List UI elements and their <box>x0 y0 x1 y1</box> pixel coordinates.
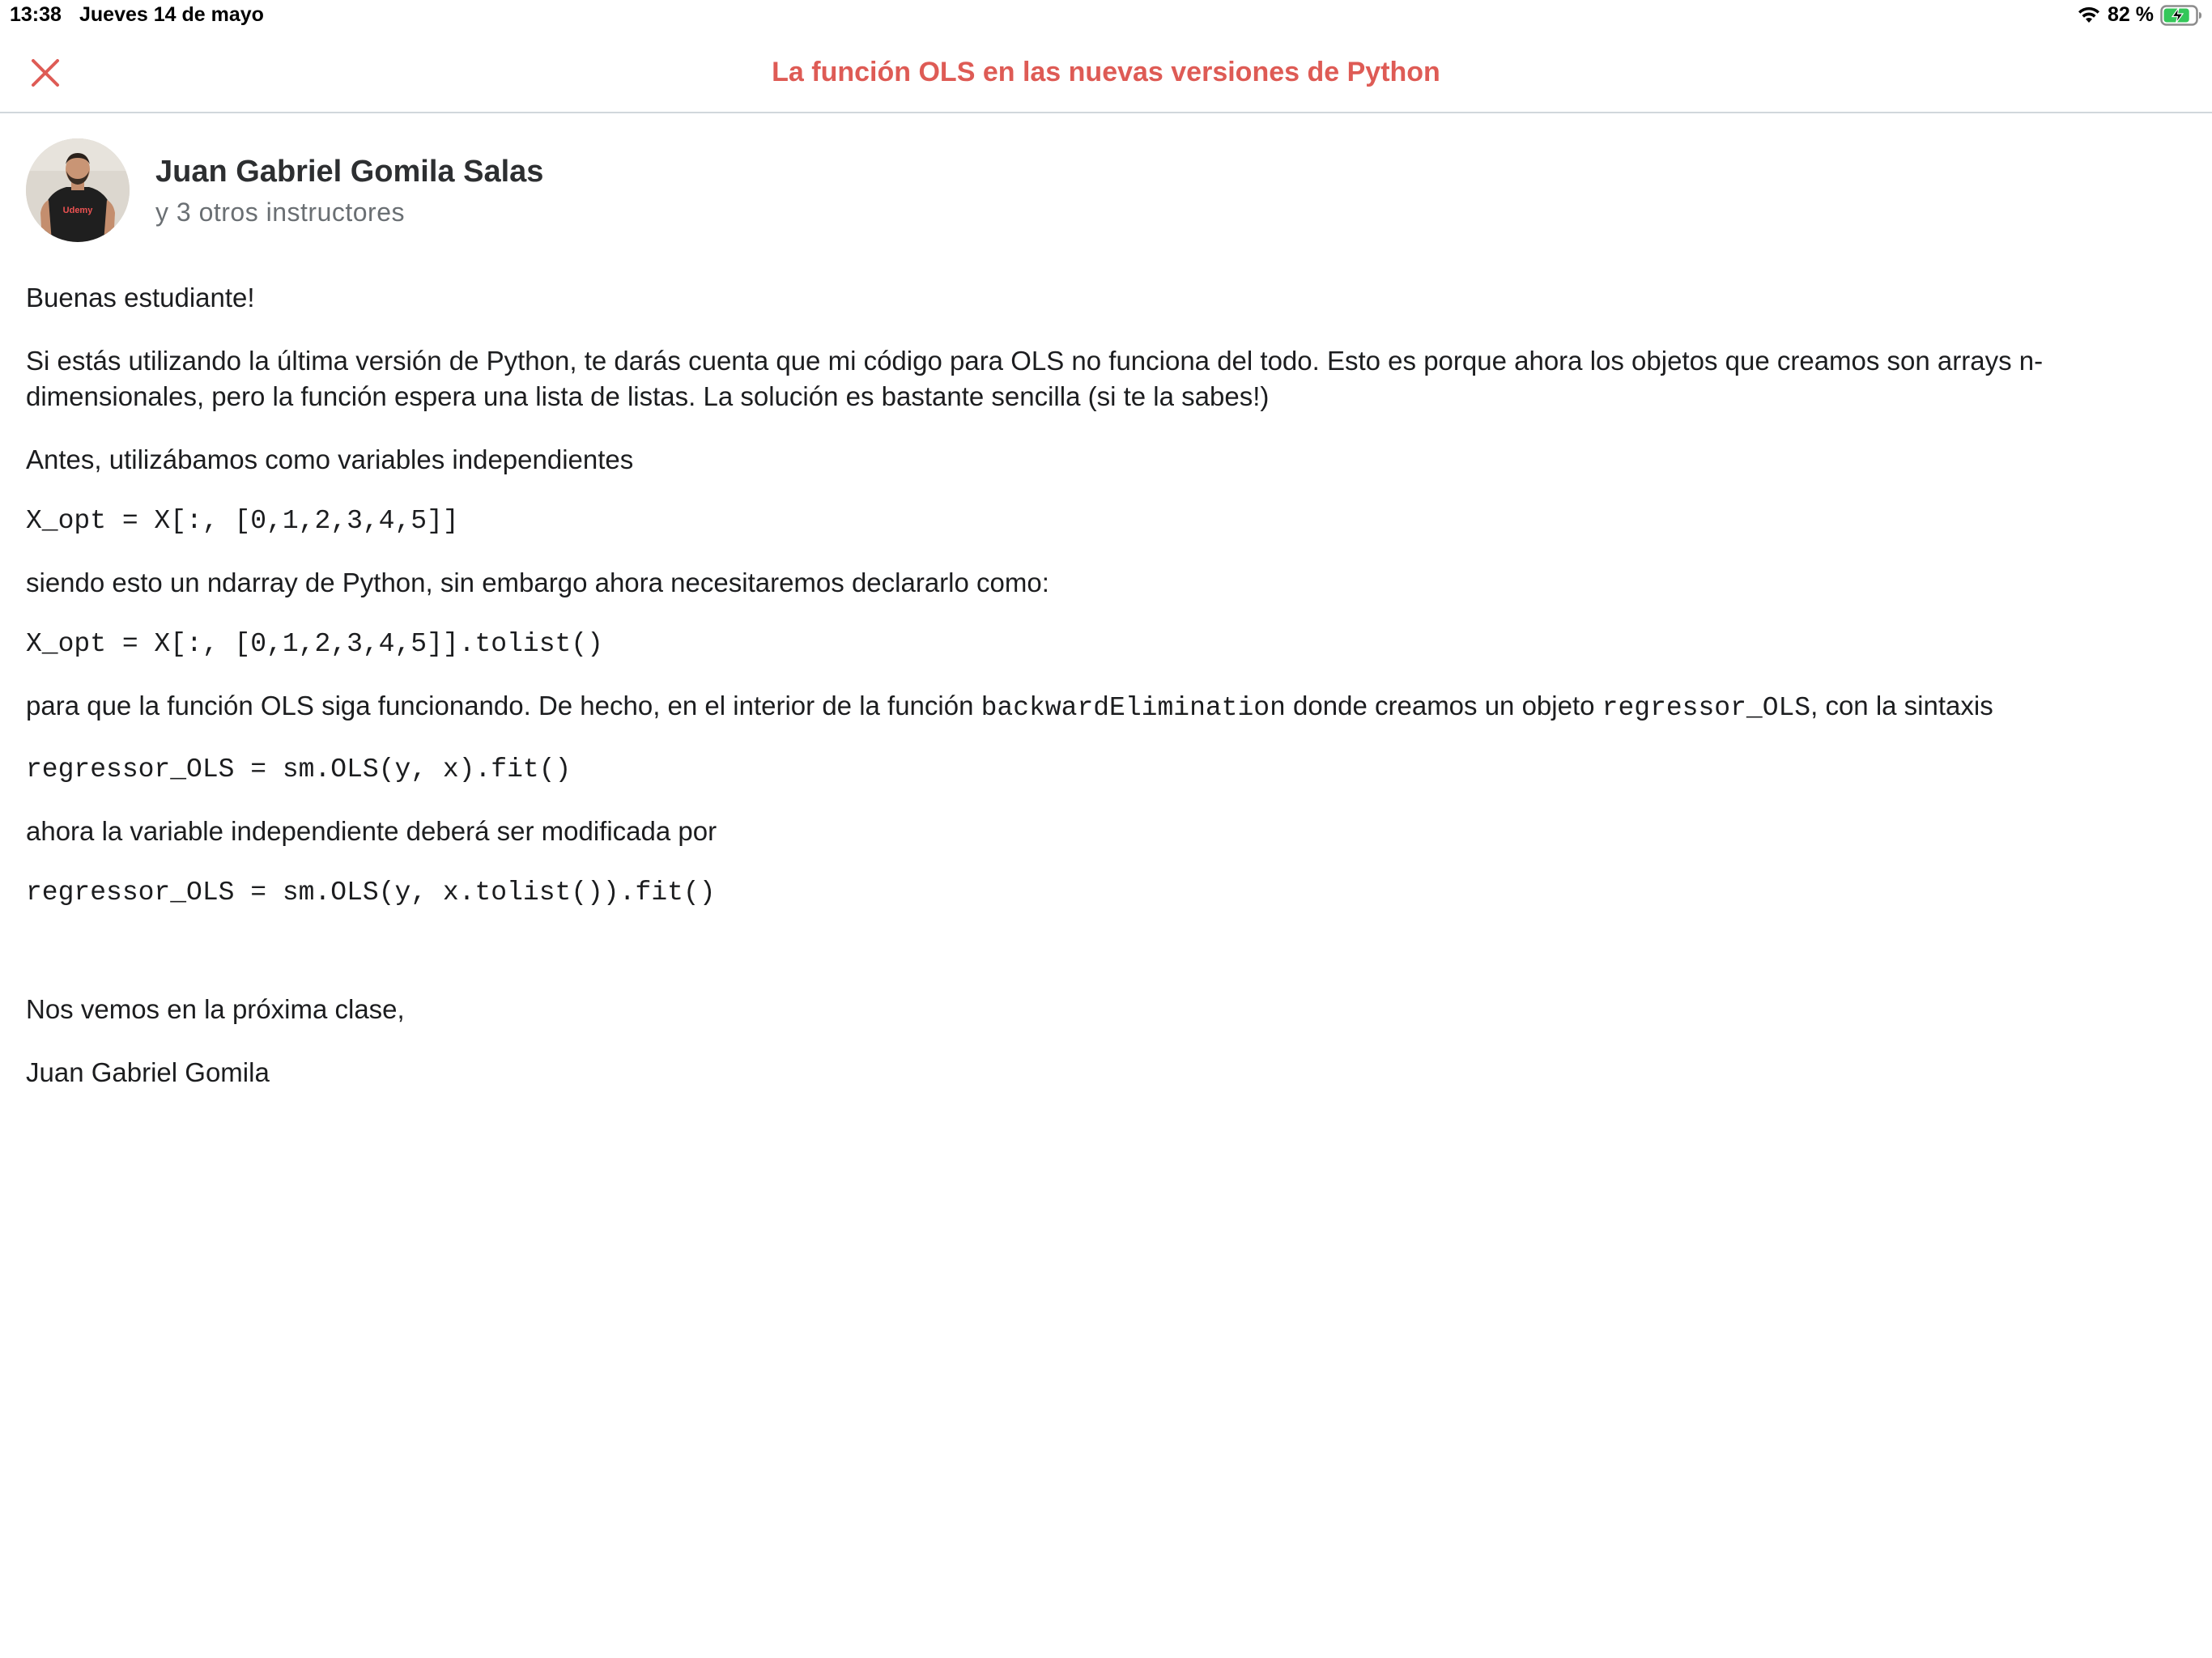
status-date: Jueves 14 de mayo <box>79 3 264 26</box>
battery-charging-icon <box>2160 5 2202 26</box>
paragraph-4-text-c: , con la sintaxis <box>1810 691 1993 721</box>
announcement-body <box>26 280 2163 1118</box>
inline-code-backward-elimination: backwardElimination <box>981 693 1286 723</box>
spacer <box>26 937 2163 992</box>
code-snippet-1: X_opt = X[:, [0,1,2,3,4,5]] <box>26 506 459 536</box>
avatar[interactable] <box>26 138 130 242</box>
author-name[interactable]: Juan Gabriel Gomila Salas <box>155 155 544 189</box>
status-time: 13:38 <box>10 3 62 26</box>
status-indicators <box>2077 3 2202 27</box>
author-header <box>26 138 543 243</box>
signature-text: Juan Gabriel Gomila <box>26 1057 270 1087</box>
battery-percent: 82 % <box>2108 3 2154 26</box>
status-bar <box>0 0 2212 32</box>
wifi-icon <box>2077 6 2101 25</box>
nav-bar <box>0 32 2212 113</box>
body-paragraph-1: Si estás utilizando la última versión de Python, te darás cuenta que mi código para OLS no funciona del todo. Esto es porque ahora los objetos que creamos son arrays n-dimensionales, pero la función espera una lista de listas. La solución es bastante sencilla (si te la sabes!) <box>26 346 2044 411</box>
body-paragraph-3: siendo esto un ndarray de Python, sin embargo ahora necesitaremos declararlo como: <box>26 568 1049 597</box>
closing-text: Nos vemos en la próxima clase, <box>26 994 405 1024</box>
author-info <box>155 152 543 228</box>
body-paragraph-5: ahora la variable independiente deberá ser modificada por <box>26 816 717 846</box>
paragraph-4-text-b: donde creamos un objeto <box>1285 691 1602 721</box>
author-subtitle[interactable]: y 3 otros instructores <box>155 198 405 227</box>
paragraph-4-text-a: para que la función OLS siga funcionando. De hecho, en el interior de la función <box>26 691 981 721</box>
inline-code-regressor-ols: regressor_OLS <box>1602 693 1811 723</box>
greeting-text: Buenas estudiante! <box>26 283 255 312</box>
body-paragraph-4 <box>26 688 2163 726</box>
code-snippet-2: X_opt = X[:, [0,1,2,3,4,5]].tolist() <box>26 629 603 659</box>
avatar-photo <box>26 138 130 242</box>
page-title: La función OLS en las nuevas versiones de Python <box>772 57 1440 87</box>
code-snippet-4: regressor_OLS = sm.OLS(y, x.tolist()).fit() <box>26 878 716 908</box>
code-snippet-3: regressor_OLS = sm.OLS(y, x).fit() <box>26 755 572 784</box>
shirt-logo-text: Udemy <box>62 206 93 215</box>
body-paragraph-2: Antes, utilizábamos como variables independientes <box>26 444 634 474</box>
